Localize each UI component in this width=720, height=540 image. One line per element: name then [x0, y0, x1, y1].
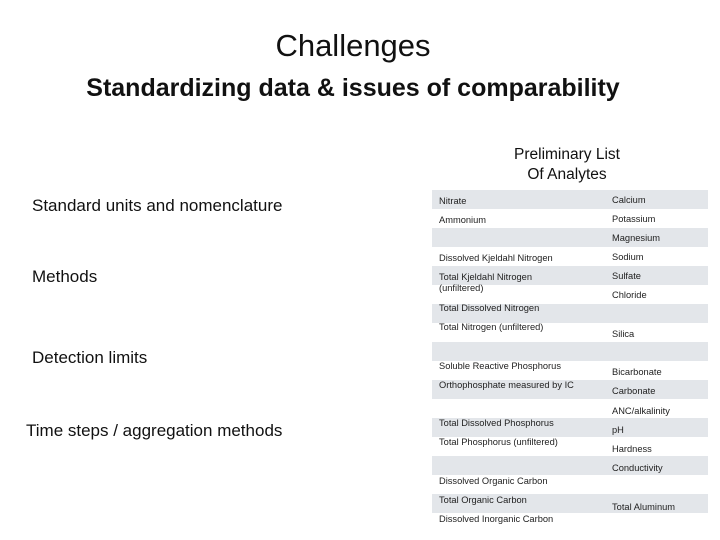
analyte-right: pH — [612, 425, 624, 435]
analyte-left: Dissolved Inorganic Carbon — [439, 514, 554, 524]
table-band — [432, 228, 708, 247]
analyte-right: Hardness — [612, 444, 652, 454]
analyte-left: Dissolved Organic Carbon — [439, 476, 548, 486]
challenge-units-nomenclature: Standard units and nomenclature — [32, 196, 283, 215]
analyte-left: Orthophosphate measured by IC — [439, 380, 574, 390]
analyte-left: Total Nitrogen (unfiltered) — [439, 322, 544, 332]
analyte-left: Total Phosphorus (unfiltered) — [439, 437, 558, 447]
analyte-list-heading-line-1: Preliminary List — [514, 146, 620, 163]
analyte-left: Total Dissolved Phosphorus — [439, 418, 554, 428]
analyte-right: Silica — [612, 329, 635, 339]
table-band — [432, 456, 708, 475]
analyte-right: Potassium — [612, 214, 656, 224]
analyte-left: Total Organic Carbon — [439, 495, 527, 505]
analyte-right: ANC/alkalinity — [612, 406, 670, 416]
analyte-left: Soluble Reactive Phosphorus — [439, 361, 561, 371]
challenge-time-steps: Time steps / aggregation methods — [26, 421, 283, 440]
challenge-methods: Methods — [32, 267, 98, 286]
analyte-right: Sodium — [612, 252, 644, 262]
analyte-left: Ammonium — [439, 215, 487, 225]
analyte-right: Sulfate — [612, 271, 641, 281]
analyte-right: Chloride — [612, 290, 647, 300]
analyte-right: Calcium — [612, 195, 646, 205]
slide-subtitle: Standardizing data & issues of comparability — [86, 74, 620, 102]
analyte-right: Magnesium — [612, 233, 661, 243]
analyte-left: Nitrate — [439, 196, 467, 206]
analyte-left: Total Kjeldahl Nitrogen (unfiltered) — [439, 272, 533, 293]
analyte-right: Bicarbonate — [612, 367, 662, 377]
analyte-table — [432, 190, 708, 532]
analyte-left: Dissolved Kjeldahl Nitrogen — [439, 253, 553, 263]
challenge-detection-limits: Detection limits — [32, 348, 148, 367]
analyte-list-heading-line-2: Of Analytes — [527, 166, 607, 183]
analyte-right: Carbonate — [612, 386, 656, 396]
analyte-list-heading — [480, 145, 654, 185]
table-band — [432, 342, 708, 361]
slide-title: Challenges — [275, 28, 431, 63]
analyte-right: Total Aluminum — [612, 502, 676, 512]
analyte-right: Conductivity — [612, 463, 663, 473]
analyte-left: Total Dissolved Nitrogen — [439, 303, 540, 313]
